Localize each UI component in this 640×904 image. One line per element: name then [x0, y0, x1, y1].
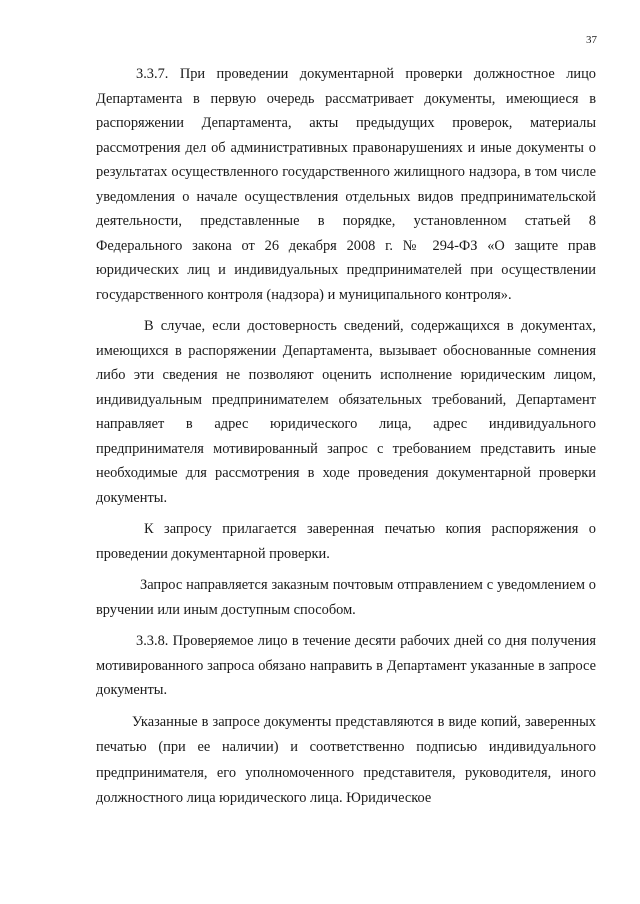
paragraph-request-attachment: К запросу прилагается заверенная печатью копия распоряжения о проведении документарной проверки. [96, 521, 596, 562]
paragraph-request-delivery: Запрос направляется заказным почтовым отправлением с уведомлением о вручении или иным доступным способом. [96, 577, 596, 618]
paragraph-3-3-7: 3.3.7. При проведении документарной проверки должностное лицо Департамента в первую очередь рассматривает документы, имеющиеся в распоряжении Департамента, акты предыдущих проверок, материалы рассмотрения дел об административных правонарушениях и иные документы о результатах осуществленного государственного жилищного надзора, в том числе уведомления о начале осуществления отдельных видов предпринимательской деятельности, представленные в порядке, установленном статьей 8 Федерального закона от 26 декабря 2008 г. № 294-ФЗ «О защите прав юридических лиц и индивидуальных предпринимателей при осуществлении государственного контроля (надзора) и муниципального контроля». [96, 66, 596, 303]
paragraph-document-copies: Указанные в запросе документы представляются в виде копий, заверенных печатью (при ее наличии) и соответственно подписью индивидуального предпринимателя, его уполномоченного представителя, руководителя, иного должностного лица юридического лица. Юридическое [96, 713, 596, 806]
paragraph-doubt-request: В случае, если достоверность сведений, содержащихся в документах, имеющихся в распоряжении Департамента, вызывает обоснованные сомнения либо эти сведения не позволяют оценить исполнение юридическим лицом, индивидуальным предпринимателем обязательных требований, Департамент направляет в адрес юридического лица, адрес индивидуального предпринимателя мотивированный запрос с требованием представить иные необходимые для рассмотрения в ходе проведения документарной проверки документы. [96, 318, 596, 506]
page-number: 37 [586, 34, 597, 46]
document-body [96, 62, 596, 819]
paragraph-3-3-8: 3.3.8. Проверяемое лицо в течение десяти рабочих дней со дня получения мотивированного запроса обязано направить в Департамент указанные в запросе документы. [96, 633, 596, 698]
